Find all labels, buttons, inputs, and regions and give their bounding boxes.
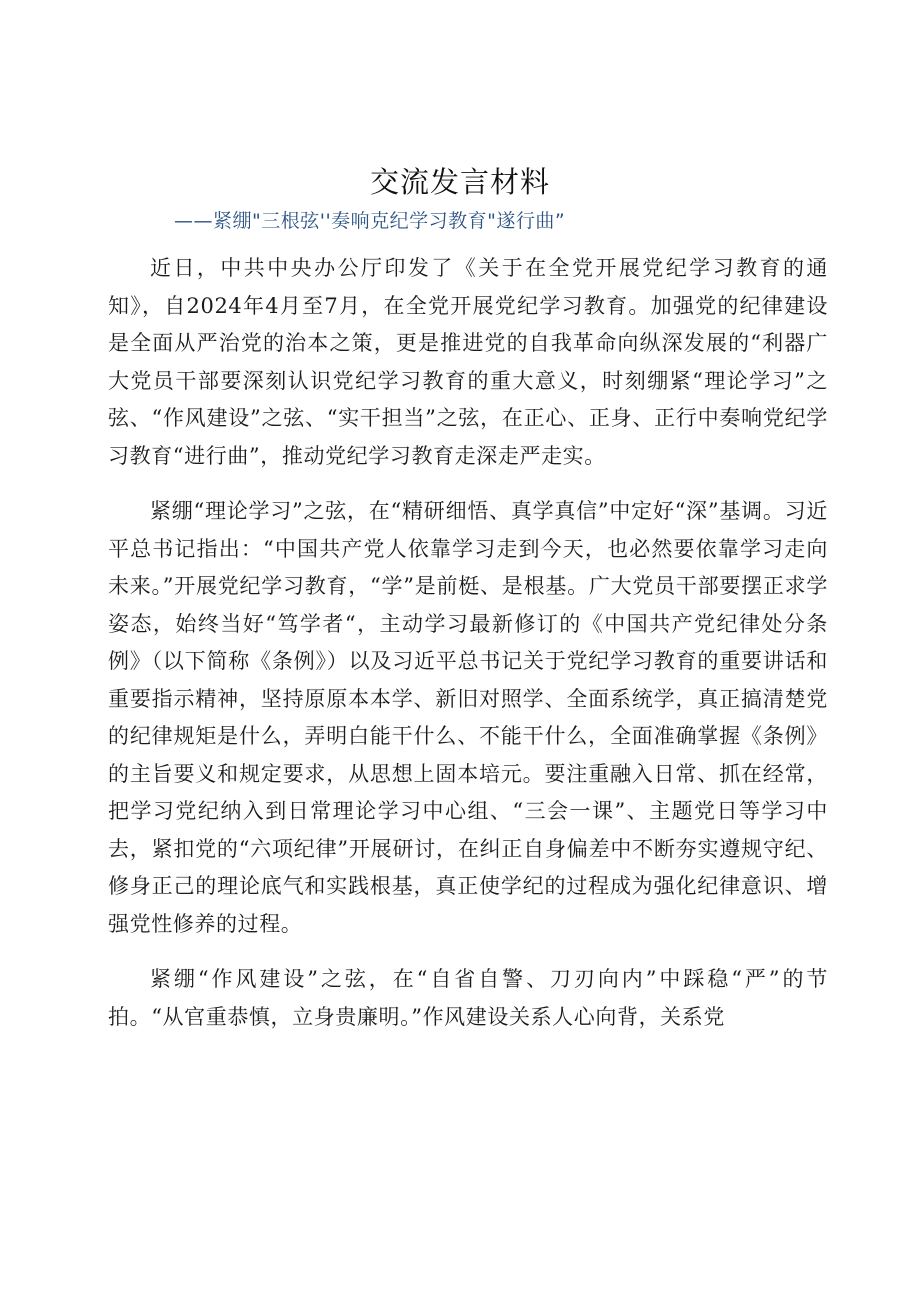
paragraph-work-style: 紧绷“作风建设”之弦，在“自省自警、刀刃向内”中踩稳“严”的节拍。“从官重恭慎，立身贵廉明。”作风建设关系人心向背，关系党: [108, 967, 828, 1029]
document-subtitle: ——紧绷"三根弦''奏响克纪学习教育"遂行曲”: [174, 210, 566, 232]
paragraph-theory-study: 紧绷“理论学习”之弦，在“精研细悟、真学真信”中定好“深”基调。习近平总书记指出：“中国共产党人依靠学习走到今天，也必然要依靠学习走向未来。”开展党纪学习教育，“学”是前梃、是根基。广大党员干部要摆正求学姿态，始终当好“笃学者“，主动学习最新修订的《中国共产党纪律处分条例》（以下简称《条例》）以及习近平总书记关于党纪学习教育的重要讲话和重要指示精神，坚持原原本本学、新旧对照学、全面系统学，真正搞清楚党的纪律规矩是什么，弄明白能干什么、不能干什么，全面准确掌握《条例》的主旨要义和规定要求，从思想上固本培元。要注重融入日常、抓在经常，把学习党纪纳入到日常理论学习中心组、“三会一课”、主题党日等学习中去，紧扣党的“六项纪律”开展研讨，在纠正自身偏差中不断夯实遵规守纪、修身正己的理论底气和实践根基，真正使学纪的过程成为强化纪律意识、增强党性修养的过程。: [108, 499, 828, 936]
paragraph-intro: 近日，中共中央办公厅印发了《关于在全党开展党纪学习教育的通知》，自2024年4月至7月，在全党开展党纪学习教育。加强党的纪律建设是全面从严治党的治本之策，更是推进党的自我革命向纵深发展的“利器广大党员干部要深刻认识党纪学习教育的重大意义，时刻绷紧“理论学习”之弦、“作风建设”之弦、“实干担当”之弦，在正心、正身、正行中奏响党纪学习教育“进行曲”，推动党纪学习教育走深走严走实。: [108, 256, 828, 468]
document-title: 交流发言材料: [369, 165, 550, 199]
document-body: [108, 250, 828, 1054]
